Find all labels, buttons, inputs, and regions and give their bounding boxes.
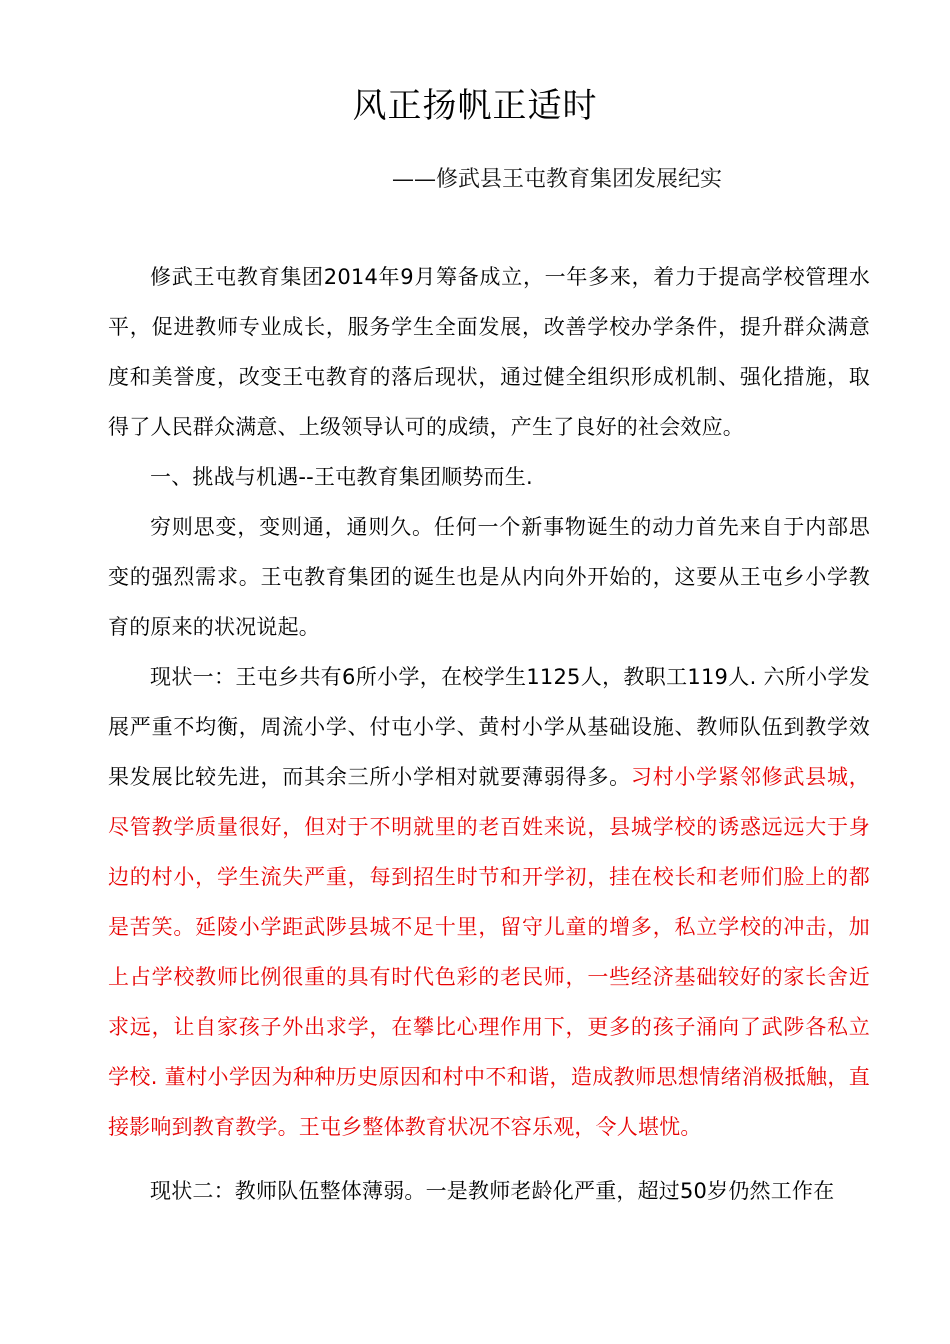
paragraph-status-one-text: 现状一：王屯乡共有6所小学，在校学生1125人，教职工119人. 六所小学发展严重不均衡，周流小学、付屯小学、黄村小学从基础设施、教师队伍到教学效果发展比较先进，而其余三所小学相对就要薄弱得多。 xyxy=(108,665,870,789)
paragraph-status-one-highlight: 习村小学紧邻修武县城，尽管教学质量很好，但对于不明就里的老百姓来说，县城学校的诱惑远远大于身边的村小，学生流失严重，每到招生时节和开学初，挂在校长和老师们脸上的都是苦笑。延陵小学距武陟县城不足十里，留守儿童的增多，私立学校的冲击，加上占学校教师比例很重的具有时代色彩的老民师，一些经济基础较好的家长舍近求远，让自家孩子外出求学，在攀比心理作用下，更多的孩子涌向了武陟各私立学校. 董村小学因为种种历史原因和村中不和谐，造成教师思想情绪消极抵触，直接影响到教育教学。王屯乡整体教育状况不容乐观，令人堪忧。 xyxy=(108,765,870,1139)
paragraph-status-one xyxy=(108,652,870,1152)
paragraph-intro: 修武王屯教育集团2014年9月筹备成立，一年多来，着力于提高学校管理水平，促进教师专业成长，服务学生全面发展，改善学校办学条件，提升群众满意度和美誉度，改变王屯教育的落后现状，通过健全组织形成机制、强化措施，取得了人民群众满意、上级领导认可的成绩，产生了良好的社会效应。 xyxy=(108,265,870,439)
document-title: 风正扬帆正适时 xyxy=(352,86,598,126)
section-heading: 一、挑战与机遇--王屯教育集团顺势而生. xyxy=(150,465,533,489)
document-subtitle: ——修武县王屯教育集团发展纪实 xyxy=(392,167,723,192)
paragraph-status-two: 现状二：教师队伍整体薄弱。一是教师老龄化严重，超过50岁仍然工作在 xyxy=(150,1179,835,1203)
document-body xyxy=(108,252,870,1216)
paragraph-change: 穷则思变，变则通，通则久。任何一个新事物诞生的动力首先来自于内部思变的强烈需求。王屯教育集团的诞生也是从内向外开始的，这要从王屯乡小学教育的原来的状况说起。 xyxy=(108,515,870,639)
